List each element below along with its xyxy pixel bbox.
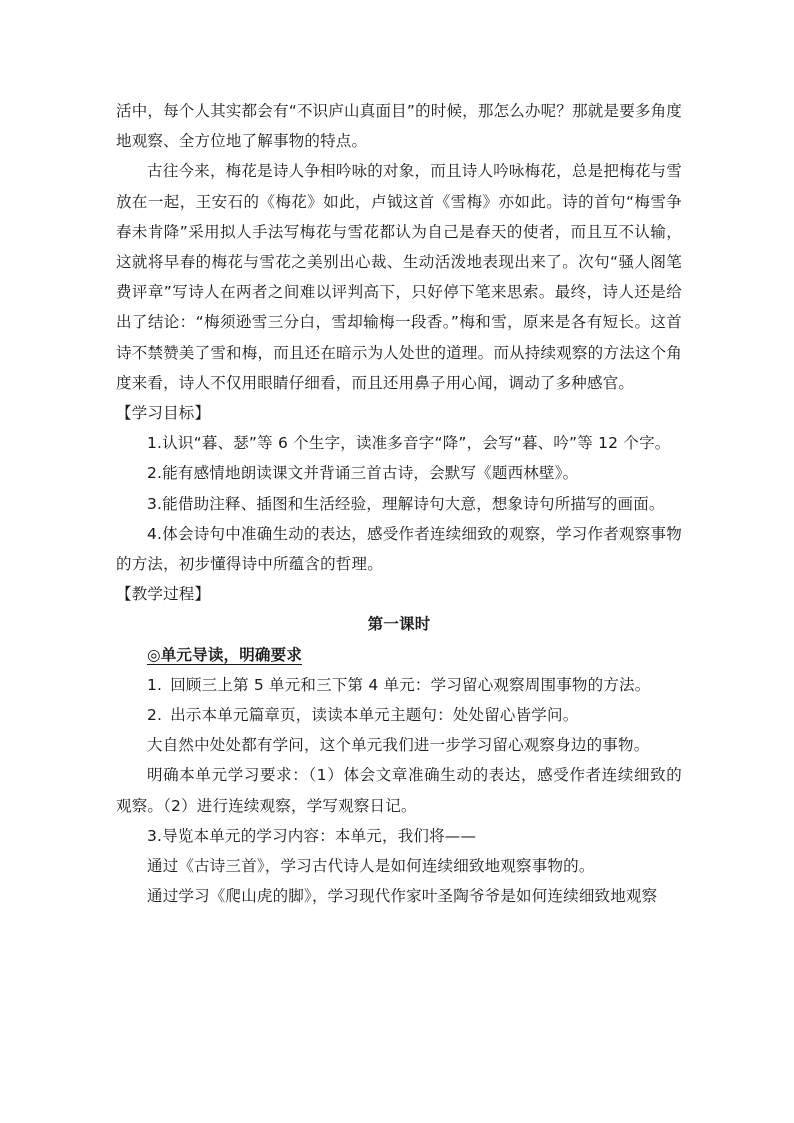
goal-item-1: 1.认识“暮、瑟”等 6 个生字，读准多音字“降”，会写“暮、吟”等 12 个字。: [147, 434, 671, 453]
paragraph-last: 通过学习《爬山虎的脚》，学习现代作家叶圣陶爷爷是如何连续细致地观察: [147, 887, 658, 906]
section-title: ◎单元导读，明确要求: [147, 645, 303, 664]
section-title-row: [116, 640, 682, 670]
step-1: [116, 670, 682, 700]
step-2-number: 2.: [147, 706, 163, 725]
goal-item-2: 2.能有感情地朗读课文并背诵三首古诗，会默写《题西林壁》。: [147, 464, 579, 483]
step-3: 3.导览本单元的学习内容：本单元，我们将——: [147, 826, 477, 845]
paragraph-nature: 大自然中处处都有学问，这个单元我们进一步学习留心观察身边的事物。: [147, 736, 650, 755]
document-body: [116, 96, 682, 911]
teaching-process-heading: 【教学过程】: [116, 585, 211, 604]
step-2: [116, 700, 682, 730]
step-2-text: 出示本单元篇章页，读读本单元主题句：处处留心皆学问。: [170, 706, 579, 725]
step-1-text: 回顾三上第 5 单元和三下第 4 单元：学习留心观察周围事物的方法。: [170, 675, 651, 694]
learning-goals-heading: 【学习目标】: [116, 404, 211, 423]
goal-item-3: 3.能借助注释、插图和生活经验，理解诗句大意，想象诗句所描写的画面。: [147, 494, 665, 513]
step-1-number: 1.: [147, 675, 163, 694]
paragraph-continuation: 活中，每个人其实都会有“不识庐山真面目”的时候，那怎么办呢？那就是要多角度地观察、全方位地了解事物的特点。: [116, 102, 682, 151]
paragraph-poems: 通过《古诗三首》，学习古代诗人是如何连续细致地观察事物的。: [147, 857, 595, 876]
lesson-title: 第一课时: [367, 615, 431, 634]
paragraph-plum-snow-analysis: 古往今来，梅花是诗人争相吟咏的对象，而且诗人吟咏梅花，总是把梅花与雪放在一起，王安石的《梅花》如此，卢钺这首《雪梅》亦如此。诗的首句“梅雪争春未肯降”采用拟人手法写梅花与雪花都认为自己是春天的使者，而且互不认输，这就将早春的梅花与雪花之美别出心裁、生动活泼地表现出来了。次句“骚人阁笔费评章”写诗人在两者之间难以评判高下，只好停下笔来思索。最终，诗人还是给出了结论：“梅须逊雪三分白，雪却输梅一段香。”梅和雪，原来是各有短长。这首诗不禁赞美了雪和梅，而且还在暗示为人处世的道理。而从持续观察的方法这个角度来看，诗人不仅用眼睛仔细看，而且还用鼻子用心闻，调动了多种感官。: [116, 162, 682, 392]
goal-item-4: 4.体会诗句中准确生动的表达，感受作者连续细致的观察，学习作者观察事物的方法，初步懂得诗中所蕴含的哲理。: [116, 524, 682, 574]
paragraph-requirements: 明确本单元学习要求：（1）体会文章准确生动的表达，感受作者连续细致的观察。（2）进行连续观察，学写观察日记。: [116, 766, 682, 815]
